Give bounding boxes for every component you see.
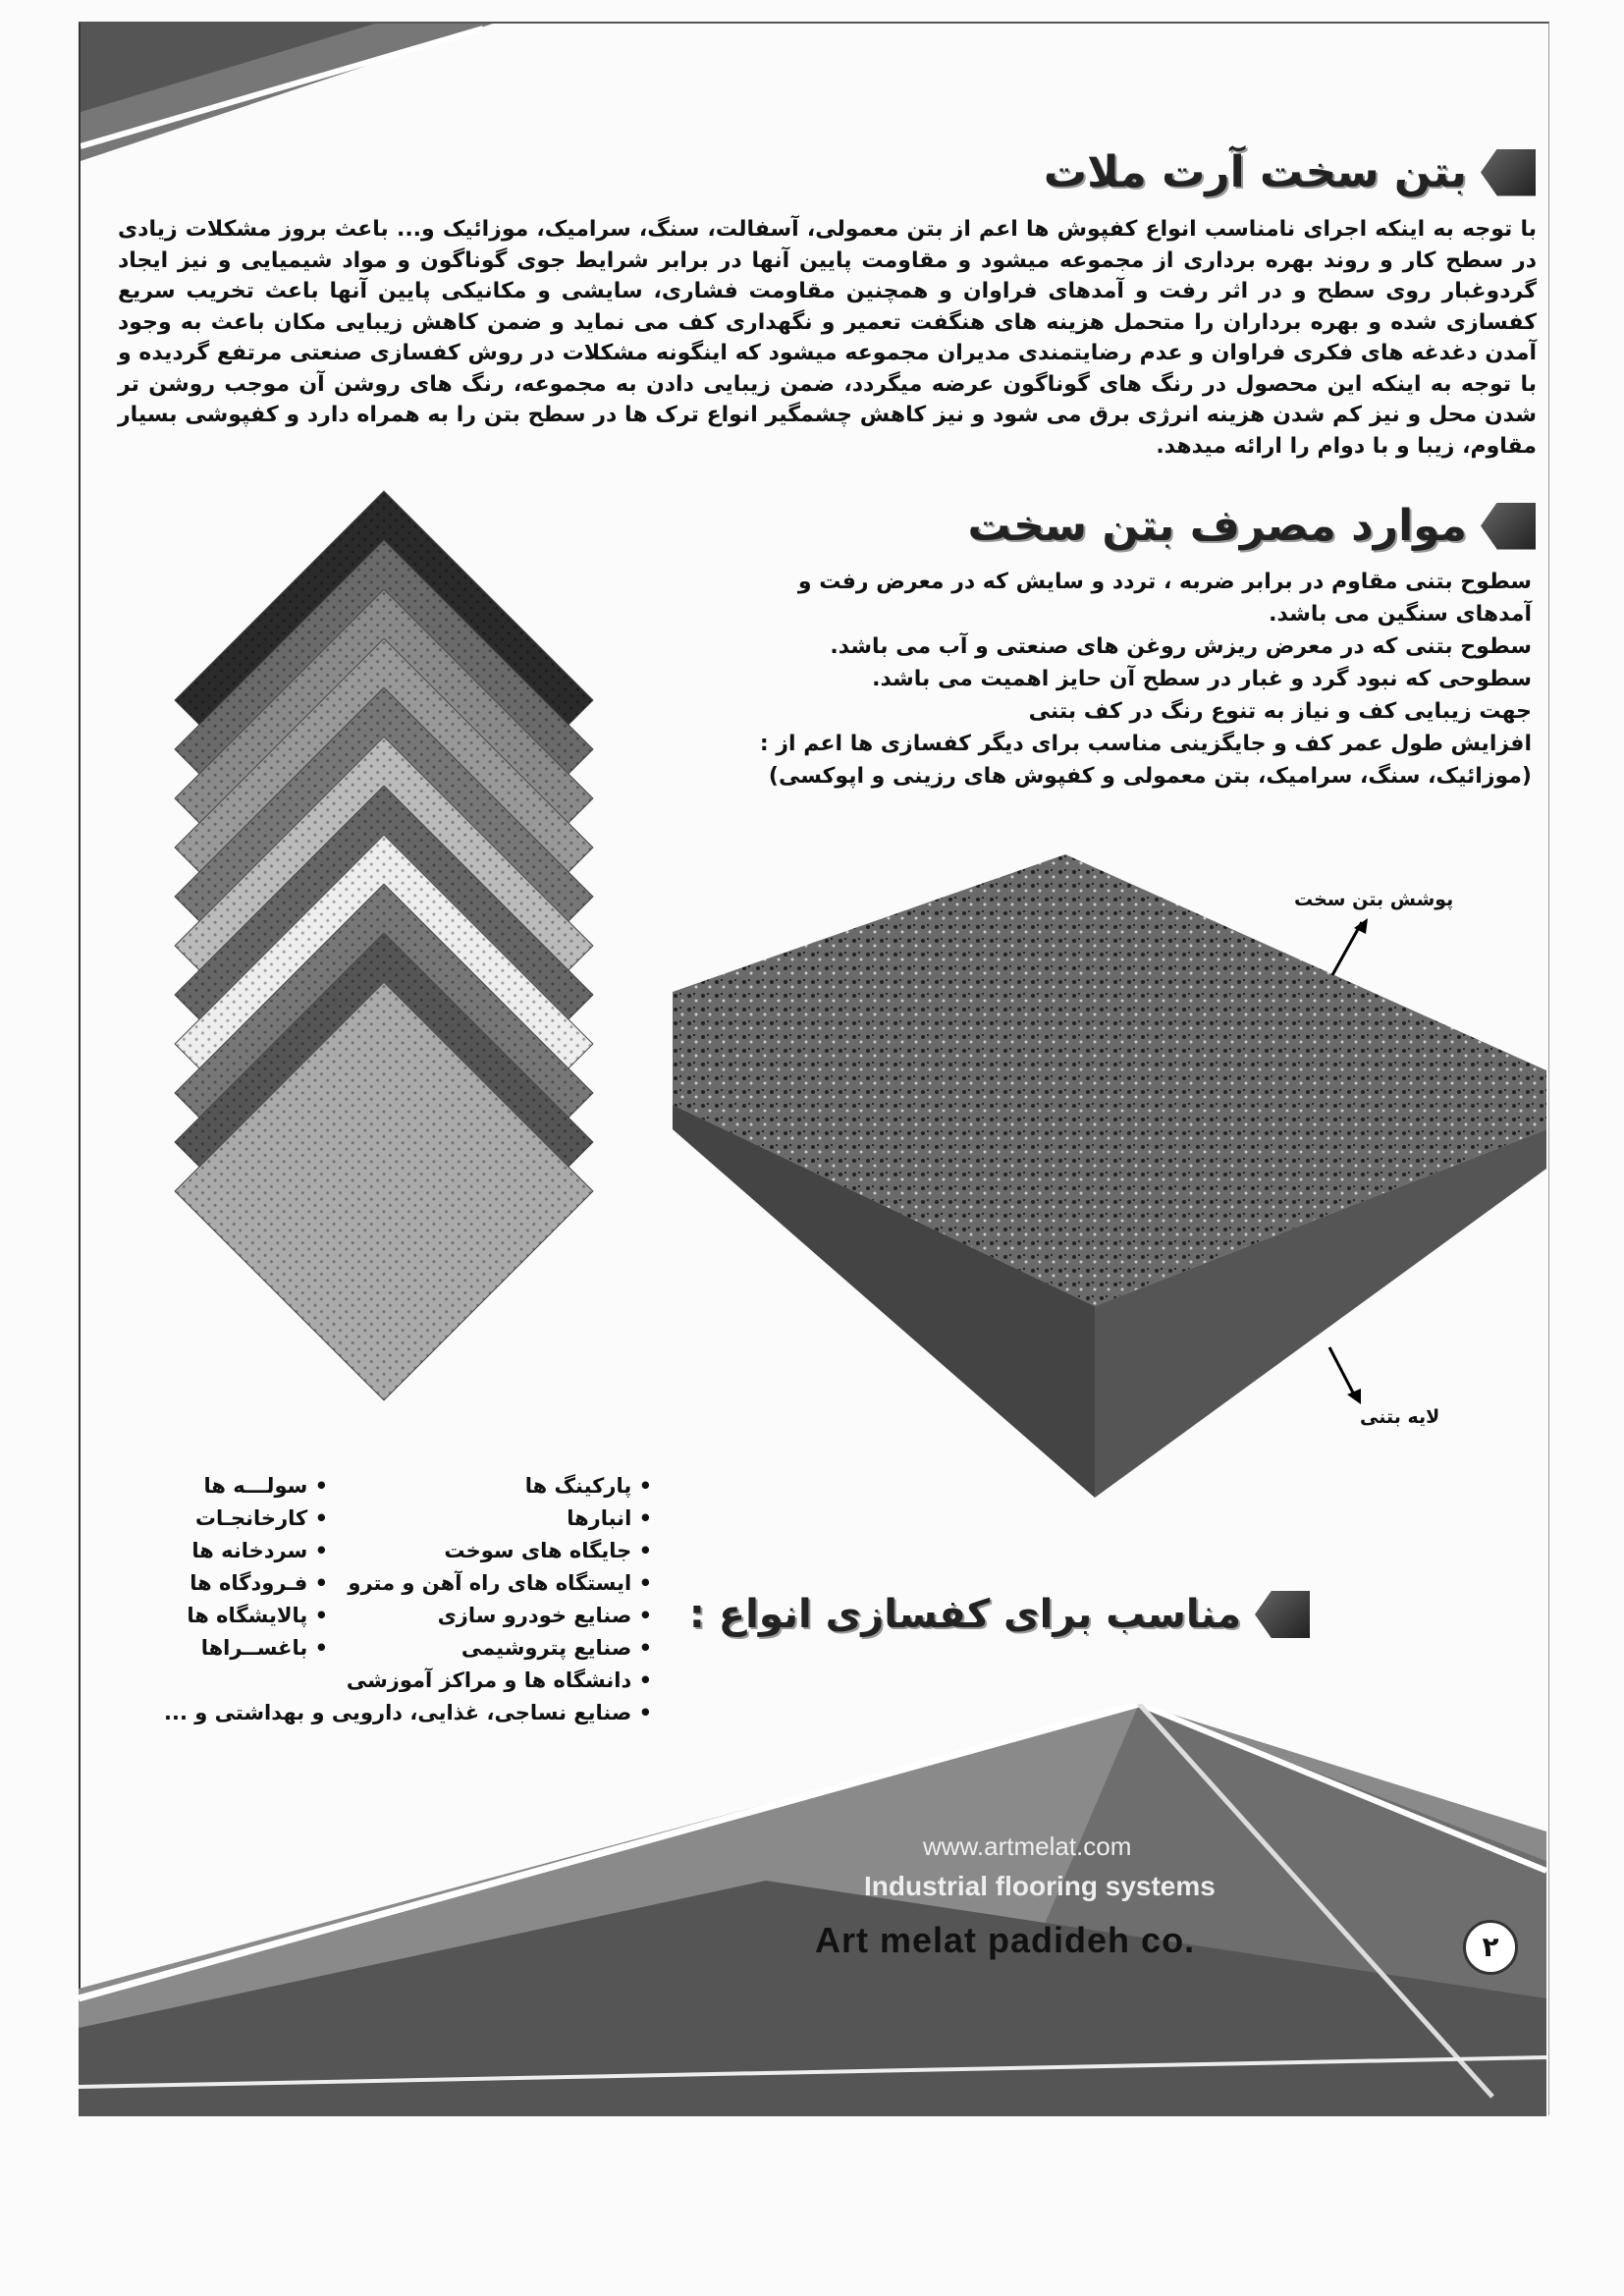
- section-title-hard-concrete: [1044, 147, 1536, 197]
- use-line: سطوح بتنی که در معرض ریزش روغن های صنعتی و آب می باشد.: [830, 634, 1532, 659]
- list-item: • سولـــه ها: [187, 1470, 328, 1503]
- use-line: سطوحی که نبود گرد و غبار در سطح آن حایز اهمیت می باشد.: [872, 667, 1532, 691]
- title-marker-icon: [1481, 149, 1536, 196]
- list-item: • باغســراها: [187, 1632, 328, 1665]
- list-item: • ایستگاه های راه آهن و مترو: [164, 1567, 652, 1600]
- list-item: • پالایشگاه ها: [187, 1600, 328, 1632]
- title-marker-icon: [1255, 1591, 1310, 1638]
- title-text: مناسب برای کفسازی انواع :: [688, 1592, 1241, 1637]
- intro-paragraph: با توجه به اینکه اجرای نامناسب انواع کفپوش ها اعم از بتن معمولی، آسفالت، سنگ، سرامیک، موزائیک و... باعث بروز مشکلات زیادی در سطح کار و روند بهره برداری از مجموعه میشود و مقاومت پایین آنها در برابر شرایط جوی گوناگون و مواد شیمیایی و نیز ایجاد گردوغبار روی سطح و در اثر رفت و آمدهای فراوان و همچنین مقاومت فشاری، سایشی و مکانیکی پایین آنها باعث تخریب سریع کفسازی شده و بهره برداران را متحمل هزینه های هنگفت تعمیر و نگهداری کف می نماید و ضمن کاهش زیبایی مکان باعث به وجود آمدن دغدغه های فکری فراوان و عدم رضایتمندی مدیران مجموعه میشود که اینگونه مشکلات در روش کفسازی صنعتی مرتفع گردیده و با توجه به اینکه این محصول در رنگ های گوناگون عرضه میگردد، ضمن زیبایی دادن به مجموعه، رنگ های روشن آن موجب روشن تر شدن محل و نیز کم شدن هزینه انرژی برق می شود و نیز کاهش چشمگیر انواع ترک ها در سطح بتن را به همراه دارد و کفپوشی بسیار مقاوم، زیبا و با دوام را ارائه میدهد.: [118, 217, 1537, 459]
- use-line: سطوح بتنی مقاوم در برابر ضربه ، تردد و سایش که در معرض رفت و آمدهای سنگین می باشد.: [797, 570, 1532, 627]
- use-line: افزایش طول عمر کف و جایگزینی مناسب برای دیگر کفسازی ها اعم از :: [759, 732, 1532, 756]
- list-item: • پارکینگ ها: [164, 1470, 652, 1503]
- footer-graphic: [79, 1704, 1546, 2116]
- hard-concrete-slab-image: [673, 854, 1546, 1503]
- list-item: • صنایع نساجی، غذایی، دارویی و بهداشتی و ...: [164, 1697, 652, 1729]
- title-text: بتن سخت آرت ملات: [1043, 147, 1467, 197]
- arrow-icon: [1330, 918, 1370, 977]
- page-number: ۲: [1463, 1920, 1518, 1975]
- top-layer-label: پوشش بتن سخت: [1294, 889, 1454, 910]
- list-item: • جایگاه های سوخت: [164, 1535, 652, 1567]
- company-name: Art melat padideh co.: [815, 1920, 1196, 1960]
- list-item: • انبارها: [164, 1503, 652, 1535]
- base-layer-label: لایه بتنی: [1360, 1406, 1440, 1428]
- uses-list: [746, 566, 1532, 793]
- use-line: (موزائیک، سنگ، سرامیک، بتن معمولی و کفپوش های رزینی و اپوکسی): [768, 764, 1532, 789]
- header-corner-graphic: [81, 24, 493, 161]
- color-tile-samples: [157, 491, 609, 1404]
- list-item: • صنایع خودرو سازی: [164, 1600, 652, 1632]
- tagline: Industrial flooring systems: [864, 1871, 1216, 1901]
- list-item: • صنایع پتروشیمی: [164, 1632, 652, 1665]
- section-title-uses: [968, 501, 1537, 551]
- suitable-list-2: [187, 1470, 328, 1665]
- title-marker-icon: [1481, 503, 1536, 550]
- list-item: • سردخانه ها: [187, 1535, 328, 1567]
- section-title-suitable: [689, 1591, 1310, 1638]
- title-text: موارد مصرف بتن سخت: [967, 501, 1467, 551]
- use-line: جهت زیبایی کف و نیاز به تنوع رنگ در کف بتنی: [1028, 699, 1532, 724]
- footer-background: [79, 1704, 1546, 2116]
- list-item: • دانشگاه ها و مراکز آموزشی: [164, 1665, 652, 1697]
- list-item: • کارخانجـات: [187, 1503, 328, 1535]
- website-url: www.artmelat.com: [923, 1831, 1132, 1861]
- arrow-icon: [1326, 1345, 1365, 1404]
- list-item: • فـرودگاه ها: [187, 1567, 328, 1600]
